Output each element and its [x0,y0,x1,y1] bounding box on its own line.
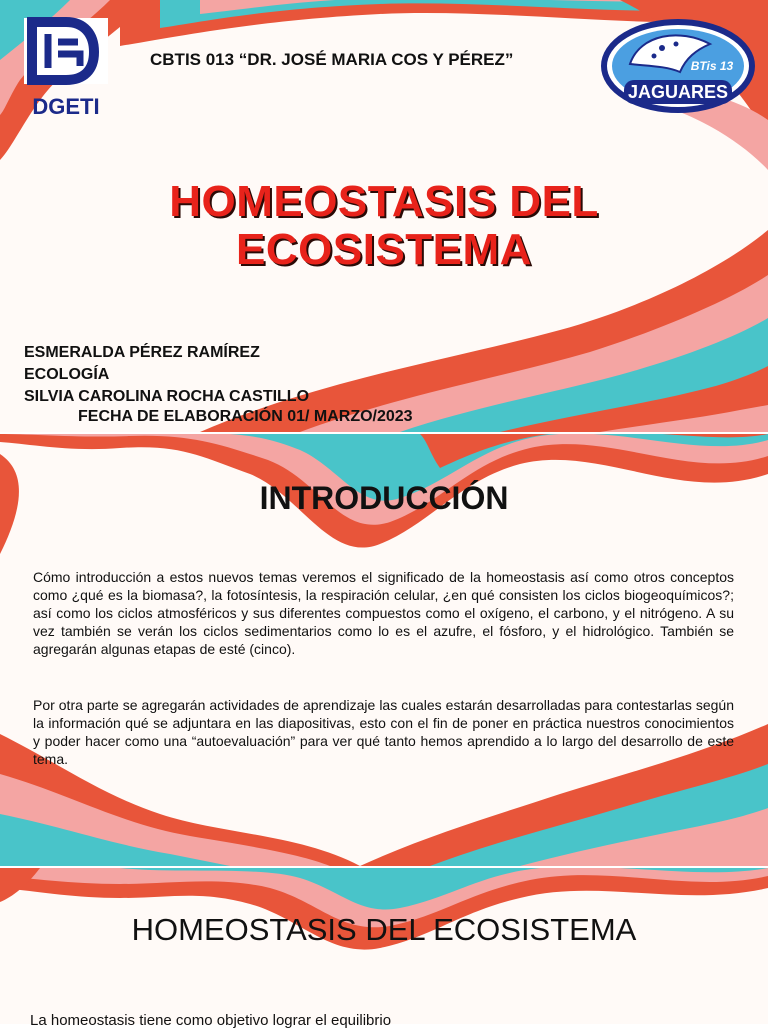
title-slide [0,0,768,432]
jaguares-logo-text: JAGUARES [627,82,729,102]
author-name: ESMERALDA PÉREZ RAMÍREZ [24,344,260,361]
school-name: CBTIS 013 “DR. JOSÉ MARIA COS Y PÉREZ” [150,50,514,69]
section-heading: HOMEOSTASIS DEL ECOSISTEMA [131,912,637,947]
creation-date: FECHA DE ELABORACIÓN 01/ MARZO/2023 [78,408,413,425]
dgeti-logo [18,14,114,120]
presentation-title [0,178,768,274]
definition-first-line: La homeostasis tiene como objetivo lograr el equilibrio [30,1012,392,1029]
jaguares-logo [600,14,756,114]
subject-name: ECOLOGÍA [24,366,110,383]
introduction-heading: INTRODUCCIÓN [259,480,509,516]
introduction-slide [0,434,768,866]
title-line-1: HOMEOSTASIS DEL [169,177,599,226]
introduction-paragraph-1: Cómo introducción a estos nuevos temas veremos el significado de la homeostasis así como otros conceptos como ¿qué es la biomasa?, la fotosíntesis, la respiración celular, ¿en qué consisten los ciclos biogeoquímicos?; así como los ciclos atmosféricos y sus diferentes compuestos como el oxígeno, el carbono, y el nitrógeno. A su vez también se verán los ciclos sedimentarios como lo es el azufre, el fósforo, y el hidrológico. También se agregarán algunas etapas de esté (cinco). [33,569,734,657]
teacher-name: SILVIA CAROLINA ROCHA CASTILLO [24,388,310,405]
dgeti-logo-text: DGETI [32,94,100,119]
title-line-2: ECOSISTEMA [236,225,532,274]
jaguares-logo-small-text: BTis 13 [690,59,734,73]
introduction-paragraph-2: Por otra parte se agregarán actividades de aprendizaje las cuales estarán desarrolladas para contestarlas según la información qué se adjuntara en las diapositivas, esto con el fin de poner en práctica nuestros conocimientos y poder hacer como una “autoevaluación” para ver qué tanto hemos aprendido a lo largo del desarrollo de este tema. [33,697,734,767]
definition-slide [0,868,768,1024]
